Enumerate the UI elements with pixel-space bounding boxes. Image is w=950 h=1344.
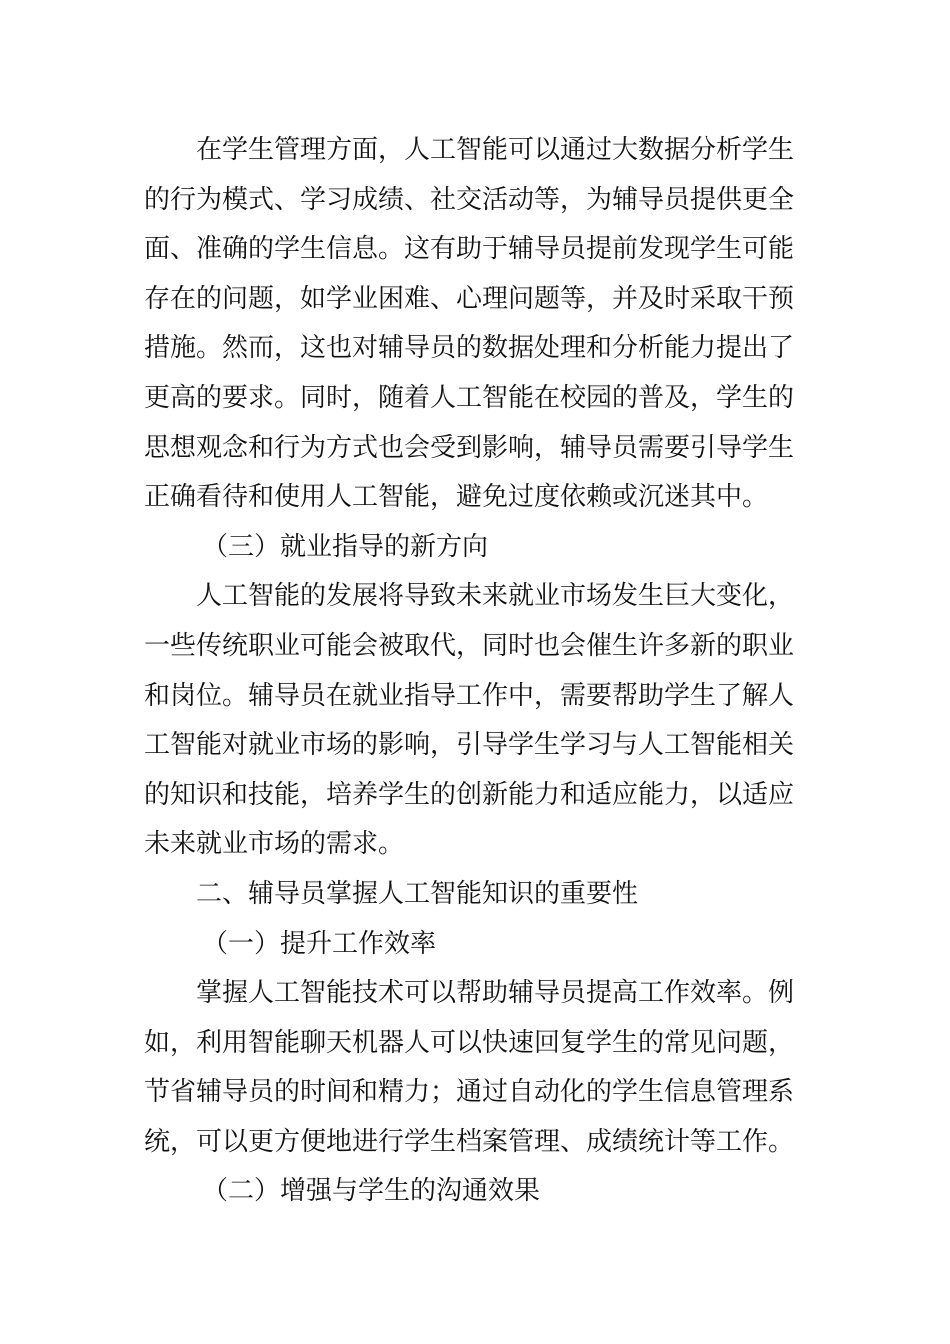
document-body [144,126,810,1217]
paragraph-line: 的行为模式、学习成绩、社交活动等，为辅导员提供更全 [144,184,795,215]
paragraph-line: 工智能对就业市场的影响，引导学生学习与人工智能相关 [144,730,795,761]
paragraph-line: 存在的问题，如学业困难、心理问题等，并及时采取干预 [144,283,795,314]
paragraph-line: 面、准确的学生信息。这有助于辅导员提前发现学生可能 [144,234,795,265]
paragraph-line: 人工智能的发展将导致未来就业市场发生巨大变化， [196,581,795,612]
paragraph-line: 统，可以更方便地进行学生档案管理、成绩统计等工作。 [144,1126,795,1157]
paragraph-line: 在学生管理方面，人工智能可以通过大数据分析学生 [196,135,795,165]
paragraph-line: 如，利用智能聊天机器人可以快速回复学生的常见问题， [144,1027,795,1058]
section-heading-employment: （三）就业指导的新方向 [202,531,489,562]
paragraph-line: 节省辅导员的时间和精力；通过自动化的学生信息管理系 [144,1077,795,1108]
paragraph-line: 一些传统职业可能会被取代，同时也会催生许多新的职业 [144,630,795,661]
paragraph-line: 更高的要求。同时，随着人工智能在校园的普及，学生的 [144,382,795,413]
subheading-communication: （二）增强与学生的沟通效果 [202,1176,541,1207]
paragraph-line: 未来就业市场的需求。 [144,829,405,860]
paragraph-line: 的知识和技能，培养学生的创新能力和适应能力，以适应 [144,779,795,810]
paragraph-line: 正确看待和使用人工智能，避免过度依赖或沉迷其中。 [144,482,769,513]
paragraph-line: 措施。然而，这也对辅导员的数据处理和分析能力提出了 [144,333,795,364]
paragraph-line: 掌握人工智能技术可以帮助辅导员提高工作效率。例 [196,978,795,1009]
subheading-efficiency: （一）提升工作效率 [202,928,437,959]
paragraph-line: 思想观念和行为方式也会受到影响，辅导员需要引导学生 [144,432,795,463]
paragraph-line: 和岗位。辅导员在就业指导工作中，需要帮助学生了解人 [144,680,795,711]
section-heading-importance: 二、辅导员掌握人工智能知识的重要性 [196,878,639,909]
